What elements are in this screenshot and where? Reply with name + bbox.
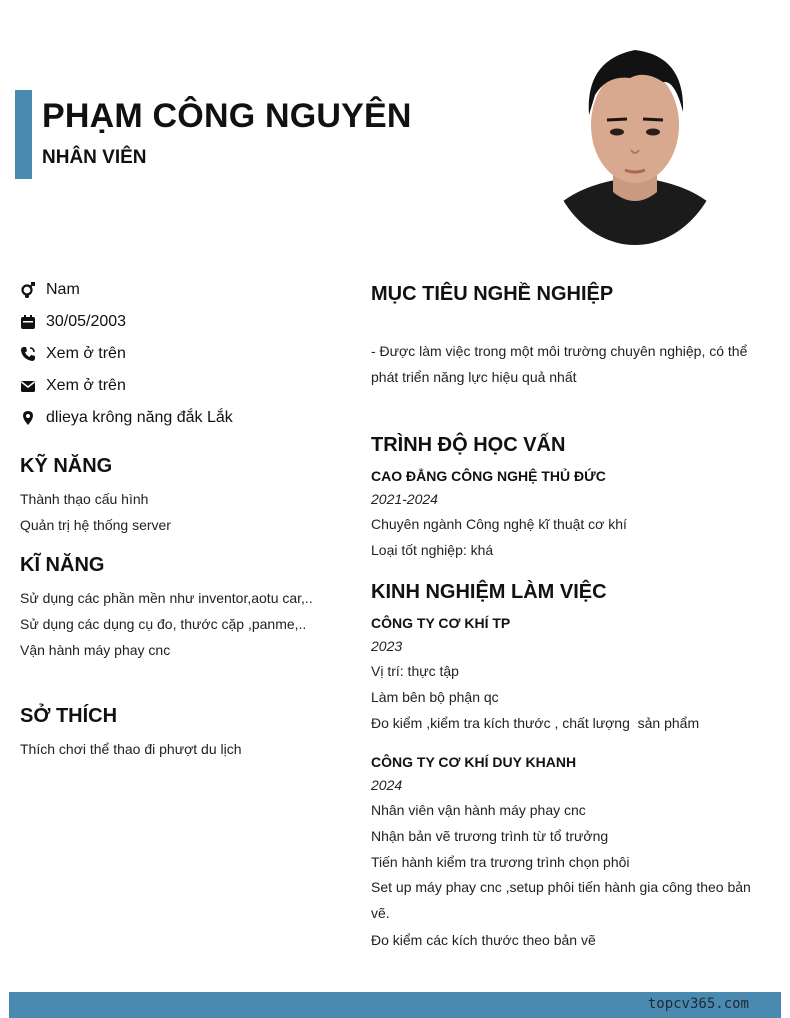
education-school: CAO ĐẲNG CÔNG NGHỆ THỦ ĐỨC [371,468,606,484]
name-accent-bar [15,90,32,179]
contact-address [20,407,233,429]
skills-title: KỸ NĂNG [20,455,113,477]
education-line: Chuyên ngành Công nghệ kĩ thuật cơ khí [371,516,627,532]
contact-phone [20,343,126,365]
contact-birthday [20,311,126,333]
gender-text: Nam [46,281,80,298]
job-year: 2024 [371,777,403,793]
address-text: dlieya krông năng đắk Lắk [46,409,233,426]
footer-brand: topcv365.com [647,996,749,1012]
education-title: TRÌNH ĐỘ HỌC VẤN [371,434,566,456]
candidate-name: PHẠM CÔNG NGUYÊN [42,97,412,135]
gender-icon [20,282,36,298]
job-line: Đo kiểm ,kiểm tra kích thước , chất lượng sản phẩm [371,715,700,731]
phone-icon [20,346,36,362]
hobbies-title: SỞ THÍCH [20,705,118,727]
contact-email [20,375,126,397]
job-line: Nhân viên vận hành máy phay cnc [371,802,586,818]
job-line: Vị trí: thực tập [371,663,459,679]
email-icon [20,378,36,394]
skills-item: Quản trị hệ thống server [20,517,171,533]
education-line: Loại tốt nghiệp: khá [371,542,494,558]
contact-gender [20,279,80,301]
experience-title: KINH NGHIỆM LÀM VIỆC [371,581,607,603]
job-year: 2023 [371,638,403,654]
candidate-position: NHÂN VIÊN [42,147,147,168]
location-pin-icon [20,410,36,426]
job-line: Nhận bản vẽ trương trình từ tổ trưởng [371,828,609,844]
objective-text: - Được làm việc trong một môi trường chuyên nghiệp, có thể phát triển năng lực hiệu quả nhất [371,343,748,385]
job-company: CÔNG TY CƠ KHÍ DUY KHANH [371,754,577,770]
objective-title: MỤC TIÊU NGHỀ NGHIỆP [371,283,614,305]
profile-photo [545,20,725,245]
job-line: Set up máy phay cnc ,setup phôi tiến hành gia công theo bản vẽ. [371,879,751,921]
job-company: CÔNG TY CƠ KHÍ TP [371,615,511,631]
footer-bar [9,992,781,1018]
skills2-title: KĨ NĂNG [20,554,105,576]
hobbies-item: Thích chơi thể thao đi phượt du lịch [20,741,242,757]
skills2-item: Sử dụng các phần mền như inventor,aotu car,.. [20,590,313,606]
birthday-text: 30/05/2003 [46,313,127,330]
email-text: Xem ở trên [46,377,126,394]
skills-item: Thành thạo cấu hình [20,491,149,507]
calendar-icon [20,314,36,330]
job-line: Làm bên bộ phận qc [371,689,499,705]
education-period: 2021-2024 [371,491,438,507]
phone-text: Xem ở trên [46,345,126,362]
skills2-item: Vận hành máy phay cnc [20,642,171,658]
job-line: Đo kiểm các kích thước theo bản vẽ [371,932,596,948]
skills2-item: Sử dụng các dụng cụ đo, thước cặp ,panme,.. [20,616,307,632]
job-line: Tiến hành kiểm tra trương trình chọn phôi [371,854,630,870]
